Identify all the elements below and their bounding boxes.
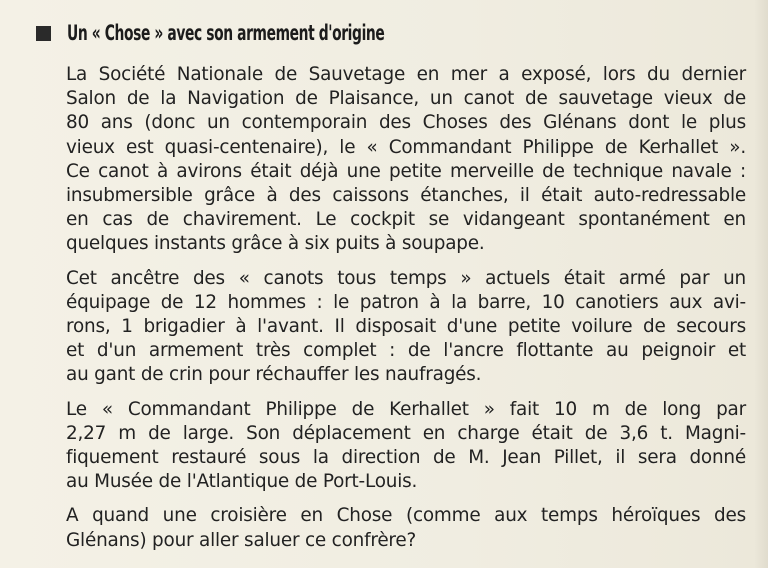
paragraph-4 <box>66 504 746 552</box>
text-line: insubmersible grâce à des caissons étanches, il était auto-redressable <box>66 185 746 207</box>
article-title: Un « Chose » avec son armement d'origine <box>67 21 385 45</box>
text-line: Salon de la Navigation de Plaisance, un canot de sauvetage vieux de <box>66 88 746 110</box>
square-bullet-icon <box>36 26 51 41</box>
text-line: au gant de crin pour réchauffer les naufragés. <box>66 364 482 386</box>
text-line: Ce canot à avirons était déjà une petite merveille de technique navale : <box>66 160 746 182</box>
text-line: et d'un armement très complet : de l'ancre flottante au peignoir et <box>66 340 746 362</box>
article-heading <box>36 19 548 47</box>
text-line: en cas de chavirement. Le cockpit se vidangeant spontanément en <box>66 209 746 231</box>
text-line: fiquement restauré sous la direction de M. Jean Pillet, il sera donné <box>66 447 746 469</box>
text-line: La Société Nationale de Sauvetage en mer a exposé, lors du dernier <box>66 64 746 85</box>
text-line: vieux est quasi-centenaire), le « Commandant Philippe de Kerhallet ». <box>66 136 746 158</box>
text-line: quelques instants grâce à six puits à soupape. <box>66 233 485 255</box>
article-body <box>66 63 746 563</box>
paragraph-1 <box>66 63 746 257</box>
text-line: au Musée de l'Atlantique de Port-Louis. <box>66 471 418 493</box>
paragraph-2 <box>66 267 746 388</box>
text-line: A quand une croisière en Chose (comme aux temps héroïques des <box>66 505 746 527</box>
paragraph-3 <box>66 398 746 495</box>
text-line: Le « Commandant Philippe de Kerhallet » fait 10 m de long par <box>66 398 746 420</box>
text-line: Cet ancêtre des « canots tous temps » actuels était armé par un <box>66 267 746 289</box>
page-edge-shadow <box>754 0 768 568</box>
text-line: rons, 1 brigadier à l'avant. Il disposait d'une petite voilure de secours <box>66 316 746 338</box>
text-line: 2,27 m de large. Son déplacement en charge était de 3,6 t. Magni- <box>66 422 746 444</box>
text-line: 80 ans (donc un contemporain des Choses des Glénans dont le plus <box>66 112 746 134</box>
text-line: équipage de 12 hommes : le patron à la barre, 10 canotiers aux avi- <box>66 291 746 313</box>
text-line: Glénans) pour aller saluer ce confrère? <box>66 529 417 551</box>
